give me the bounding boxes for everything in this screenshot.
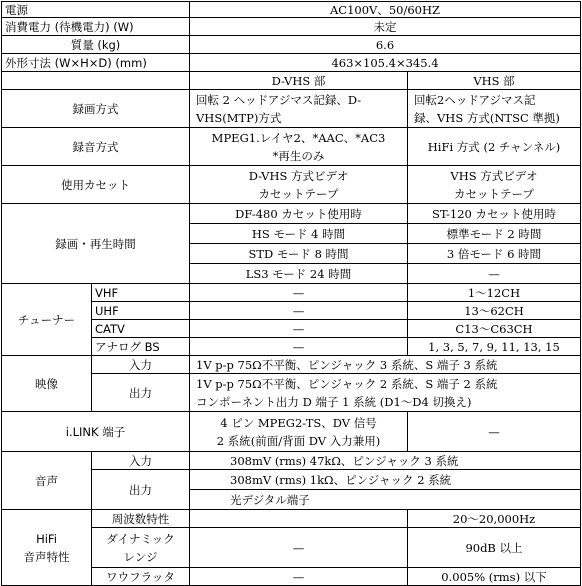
- spec-row-consumption: [2, 18, 581, 36]
- mass-value: 6.6: [190, 36, 581, 54]
- ilink-label: i.LINK 端子: [2, 412, 190, 452]
- audio-method-vhs: HiFi 方式 (2 チャンネル): [408, 128, 581, 166]
- hifi-freq-label: 周波数特性: [92, 510, 190, 528]
- cassette-dvhs-line: カセットテープ: [258, 186, 339, 201]
- rec-method-vhs-line: 回転2ヘッドアジマス記: [414, 92, 536, 107]
- dims-value: 463×105.4×345.4: [190, 54, 581, 72]
- power-value: AC100V、50/60HZ: [190, 2, 581, 18]
- rec-time-dvhs: HS モード 4 時間: [190, 224, 408, 244]
- cassette-vhs-line: VHS 方式ビデオ: [450, 168, 538, 183]
- hifi-wow-label: ワウフラッタ: [92, 568, 190, 586]
- ilink-dvhs-line: 4 ピン MPEG2-TS、DV 信号: [220, 415, 377, 430]
- rec-method-vhs: [408, 90, 581, 128]
- consumption-value: 未定: [190, 18, 581, 36]
- audio-out-label: 出力: [92, 470, 190, 510]
- hifi-wow-vhs: 0.005% (rms) 以下: [408, 568, 581, 586]
- video-in-label: 入力: [92, 356, 190, 374]
- video-out-line: コンポーネント出力 D 端子 1 系統 (D1〜D4 切換え): [196, 394, 472, 409]
- tuner-dvhs: —: [190, 338, 408, 356]
- tuner-vhs: 1, 3, 5, 7, 9, 11, 13, 15: [408, 338, 581, 356]
- rec-method-label: 録画方式: [2, 90, 190, 128]
- spec-row-audio-method: [2, 128, 581, 166]
- rec-method-vhs-line: 録、VHS 方式(NTSC 準拠): [414, 110, 560, 125]
- spec-row-power: [2, 2, 581, 18]
- hifi-dynamic-dvhs: —: [190, 528, 408, 568]
- video-out-label: 出力: [92, 374, 190, 412]
- spec-row-dims: [2, 54, 581, 72]
- cassette-dvhs: [190, 166, 408, 204]
- tuner-band-label: UHF: [92, 302, 190, 320]
- spec-row-rec-method: [2, 90, 581, 128]
- audio-method-dvhs: [190, 128, 408, 166]
- cassette-dvhs-line: D-VHS 方式ビデオ: [248, 168, 349, 183]
- tuner-dvhs: —: [190, 320, 408, 338]
- spec-row-cassette: [2, 166, 581, 204]
- spec-row-audio-in: [2, 452, 581, 470]
- mass-label: 質量 (kg): [2, 36, 190, 54]
- hifi-freq-dvhs: [190, 510, 408, 528]
- spec-row-video-in: [2, 356, 581, 374]
- spec-row-hifi-freq: [2, 510, 581, 528]
- hifi-label-line: HiFi: [36, 531, 57, 546]
- consumption-label: 消費電力 (待機電力) (W): [2, 18, 190, 36]
- rec-time-vhs: 3 倍モード 6 時間: [408, 244, 581, 264]
- audio-method-dvhs-line: MPEG1.レイヤ2、*AAC、*AC3: [211, 130, 386, 145]
- ilink-dvhs: [190, 412, 408, 452]
- section-header-row: [2, 72, 581, 90]
- rec-method-dvhs-line: 回転 2 ヘッドアジマス記録、D-: [196, 92, 362, 107]
- hifi-dynamic-label-line: ダイナミック: [106, 531, 175, 546]
- spec-row-rec-time: [2, 204, 581, 224]
- audio-method-label: 録音方式: [2, 128, 190, 166]
- tuner-dvhs: —: [190, 302, 408, 320]
- tuner-band-label: アナログ BS: [92, 338, 190, 356]
- rec-method-dvhs: [190, 90, 408, 128]
- rec-time-dvhs: DF-480 カセット使用時: [190, 204, 408, 224]
- ilink-dvhs-line: 2 系統(前面/背面 DV 入力兼用): [216, 433, 381, 448]
- rec-time-label: 録画・再生時間: [2, 204, 190, 284]
- hifi-dynamic-label: [92, 528, 190, 568]
- tuner-band-label: CATV: [92, 320, 190, 338]
- video-out-value: [190, 374, 581, 412]
- ilink-vhs: —: [408, 412, 581, 452]
- audio-in-value: 308mV (rms) 47kΩ、ピンジャック 3 系統: [190, 452, 581, 470]
- hifi-wow-dvhs: —: [190, 568, 408, 586]
- cassette-label: 使用カセット: [2, 166, 190, 204]
- spec-row-mass: [2, 36, 581, 54]
- rec-time-dvhs: LS3 モード 24 時間: [190, 264, 408, 284]
- video-label: 映像: [2, 356, 92, 412]
- video-out-line: 1V p-p 75Ω不平衡、ピンジャック 2 系統、S 端子 2 系統: [196, 376, 498, 391]
- rec-time-vhs: —: [408, 264, 581, 284]
- audio-label: 音声: [2, 452, 92, 510]
- audio-method-dvhs-line: *再生のみ: [272, 148, 325, 163]
- header-empty-cell: [2, 72, 190, 90]
- tuner-vhs: 1〜12CH: [408, 284, 581, 302]
- vhs-header: VHS 部: [408, 72, 581, 90]
- rec-time-vhs: ST-120 カセット使用時: [408, 204, 581, 224]
- tuner-vhs: C13〜C63CH: [408, 320, 581, 338]
- tuner-label: チューナー: [2, 284, 92, 356]
- hifi-dynamic-label-line: レンジ: [123, 549, 158, 564]
- spec-row-tuner: [2, 284, 581, 302]
- hifi-label: [2, 510, 92, 586]
- dims-label: 外形寸法 (W×H×D) (mm): [2, 54, 190, 72]
- hifi-dynamic-vhs: 90dB 以上: [408, 528, 581, 568]
- hifi-label-line: 音声特性: [23, 549, 70, 564]
- audio-out-value: 308mV (rms) 1kΩ、ピンジャック 2 系統: [190, 470, 581, 490]
- tuner-dvhs: —: [190, 284, 408, 302]
- rec-time-dvhs: STD モード 8 時間: [190, 244, 408, 264]
- rec-method-dvhs-line: VHS(MTP)方式: [196, 110, 282, 125]
- hifi-freq-vhs: 20〜20,000Hz: [408, 510, 581, 528]
- spec-table: [1, 1, 581, 586]
- rec-time-vhs: 標準モード 2 時間: [408, 224, 581, 244]
- power-label: 電源: [2, 2, 190, 18]
- cassette-vhs: [408, 166, 581, 204]
- video-in-value: 1V p-p 75Ω不平衡、ピンジャック 3 系統、S 端子 3 系統: [190, 356, 581, 374]
- cassette-vhs-line: カセットテープ: [454, 186, 534, 201]
- audio-optical-value: 光デジタル端子: [190, 490, 581, 510]
- spec-row-ilink: [2, 412, 581, 452]
- tuner-vhs: 13〜62CH: [408, 302, 581, 320]
- tuner-band-label: VHF: [92, 284, 190, 302]
- audio-in-label: 入力: [92, 452, 190, 470]
- dvhs-header: D-VHS 部: [190, 72, 408, 90]
